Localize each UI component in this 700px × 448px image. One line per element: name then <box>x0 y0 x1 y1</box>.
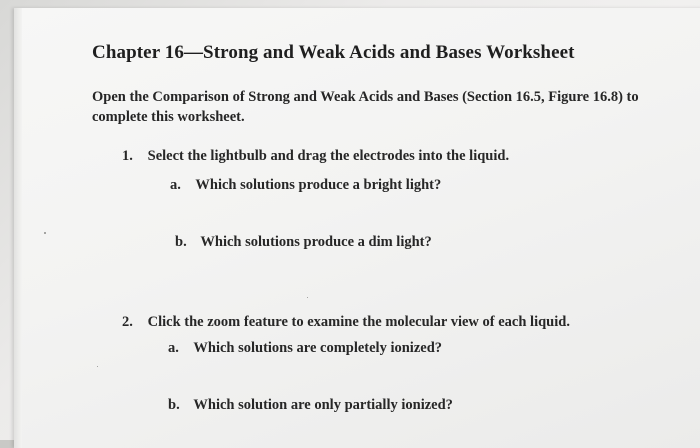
paper-speck <box>97 366 98 367</box>
worksheet-title: Chapter 16—Strong and Weak Acids and Bases Worksheet <box>92 42 575 63</box>
question-2b-text: Which solution are only partially ionized? <box>193 397 453 413</box>
question-2a-text: Which solutions are completely ionized? <box>193 340 443 356</box>
page-edge <box>14 8 22 448</box>
question-1a <box>170 177 441 194</box>
question-1-text: Select the lightbulb and drag the electrodes into the liquid. <box>147 148 510 164</box>
paper-speck <box>44 232 46 234</box>
question-2 <box>122 314 570 331</box>
question-2-text: Click the zoom feature to examine the molecular view of each liquid. <box>147 314 570 330</box>
question-1b-text: Which solutions produce a dim light? <box>200 234 432 250</box>
paper-speck <box>307 297 308 298</box>
question-2a <box>168 340 442 357</box>
worksheet-page <box>14 8 700 448</box>
question-2a-label: a. <box>168 340 179 356</box>
question-2b-label: b. <box>168 397 180 413</box>
question-1a-label: a. <box>170 177 181 193</box>
question-1a-text: Which solutions produce a bright light? <box>195 177 442 193</box>
worksheet-intro: Open the Comparison of Strong and Weak Acids and Bases (Section 16.5, Figure 16.8) to complete this worksheet. <box>92 89 639 125</box>
question-1b-label: b. <box>175 234 187 250</box>
question-2b <box>168 397 453 414</box>
question-1 <box>122 148 509 165</box>
question-2-number: 2. <box>122 314 133 330</box>
question-1-number: 1. <box>122 148 133 164</box>
question-1b <box>175 234 432 251</box>
